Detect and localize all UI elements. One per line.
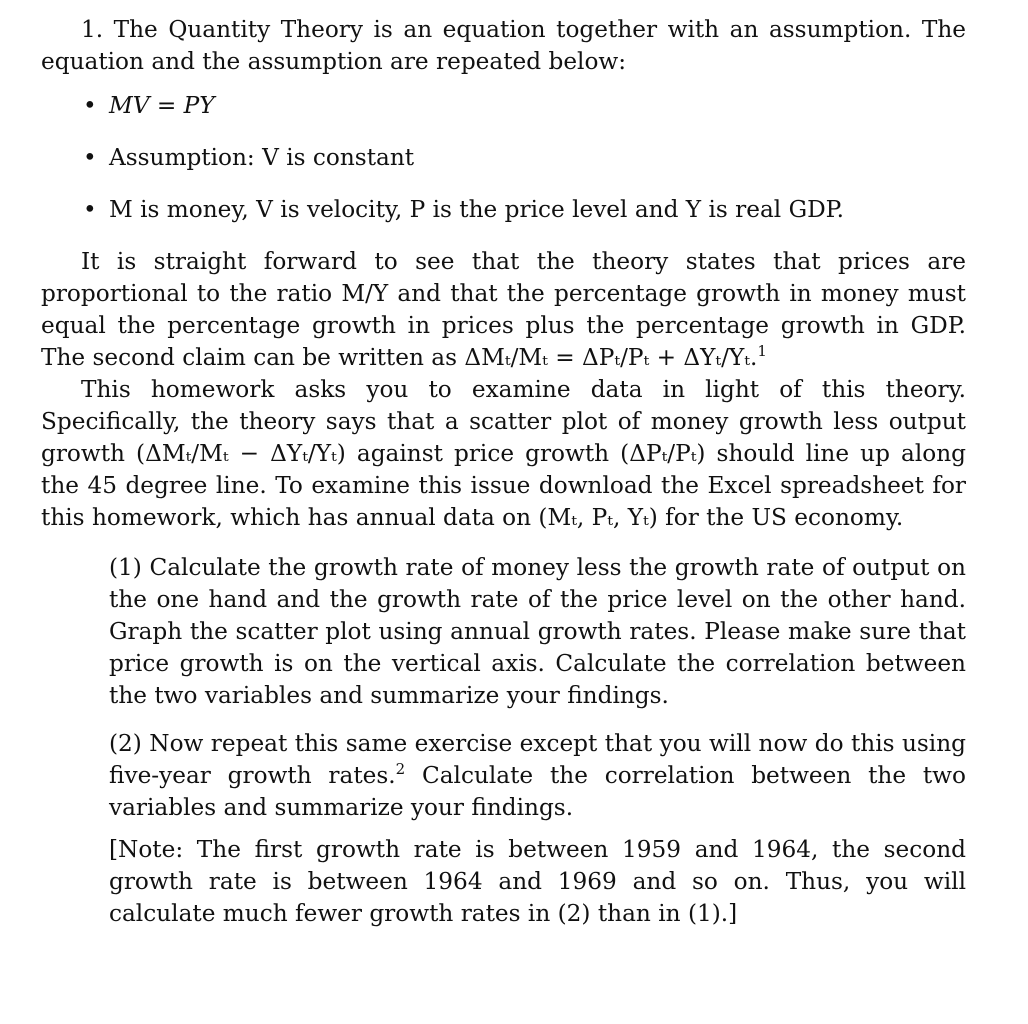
note-paragraph (109, 834, 966, 930)
list-item (83, 142, 966, 174)
part-2-text-end: Calculate the correlation between the two variables and summarize your findings. (109, 762, 966, 821)
question-part-1 (109, 552, 966, 712)
homework-paragraph (41, 374, 966, 534)
document-page (41, 14, 966, 930)
intro-text: 1. The Quantity Theory is an equation together with an assumption. The equation and the assumption are repeated below: (41, 16, 966, 75)
note-text: [Note: The first growth rate is between 1959 and 1964, the second growth rate is between 1964 and 1969 and so on. Thus, you will calculate much fewer growth rates in (2) than in (1).] (109, 836, 966, 927)
bullet-icon: • (83, 92, 97, 119)
footnote-marker: 1 (757, 342, 767, 360)
assumption-text: Assumption: V is constant (109, 144, 415, 171)
equation-text: MV = PY (109, 92, 215, 119)
bullet-icon: • (83, 196, 97, 223)
part-2-text-start: (2) Now repeat this same exercise except that you will now do this using five-year growth rates. (109, 730, 966, 789)
question-part-2 (109, 728, 966, 824)
definitions-text: M is money, V is velocity, P is the price level and Y is real GDP. (109, 196, 844, 223)
theory-paragraph (41, 246, 966, 374)
part-1-text: (1) Calculate the growth rate of money less the growth rate of output on the one hand and the growth rate of the price level on the other hand. Graph the scatter plot using annual growth rates. Please make sure that price growth is on the vertical axis. Calculate the correlation between the two variables and summarize your findings. (109, 554, 966, 709)
intro-paragraph (41, 14, 966, 78)
list-item (83, 90, 966, 122)
footnote-marker: 2 (395, 760, 406, 778)
list-item (83, 194, 966, 226)
theory-text: It is straight forward to see that the theory states that prices are proportional to the ratio M/Y and that the percentage growth in money must equal the percentage growth in prices plus the percentage growth in GDP. The second claim can be written as ΔMₜ/Mₜ = ΔPₜ/Pₜ + ΔYₜ/Yₜ. (41, 248, 966, 371)
homework-text: This homework asks you to examine data in light of this theory. Specifically, the theory says that a scatter plot of money growth less output growth (ΔMₜ/Mₜ − ΔYₜ/Yₜ) against price growth (ΔPₜ/Pₜ) should line up along the 45 degree line. To examine this issue download the Excel spreadsheet for this homework, which has annual data on (Mₜ, Pₜ, Yₜ) for the US economy. (41, 376, 966, 531)
bullet-icon: • (83, 144, 97, 171)
assumption-list (41, 90, 966, 226)
